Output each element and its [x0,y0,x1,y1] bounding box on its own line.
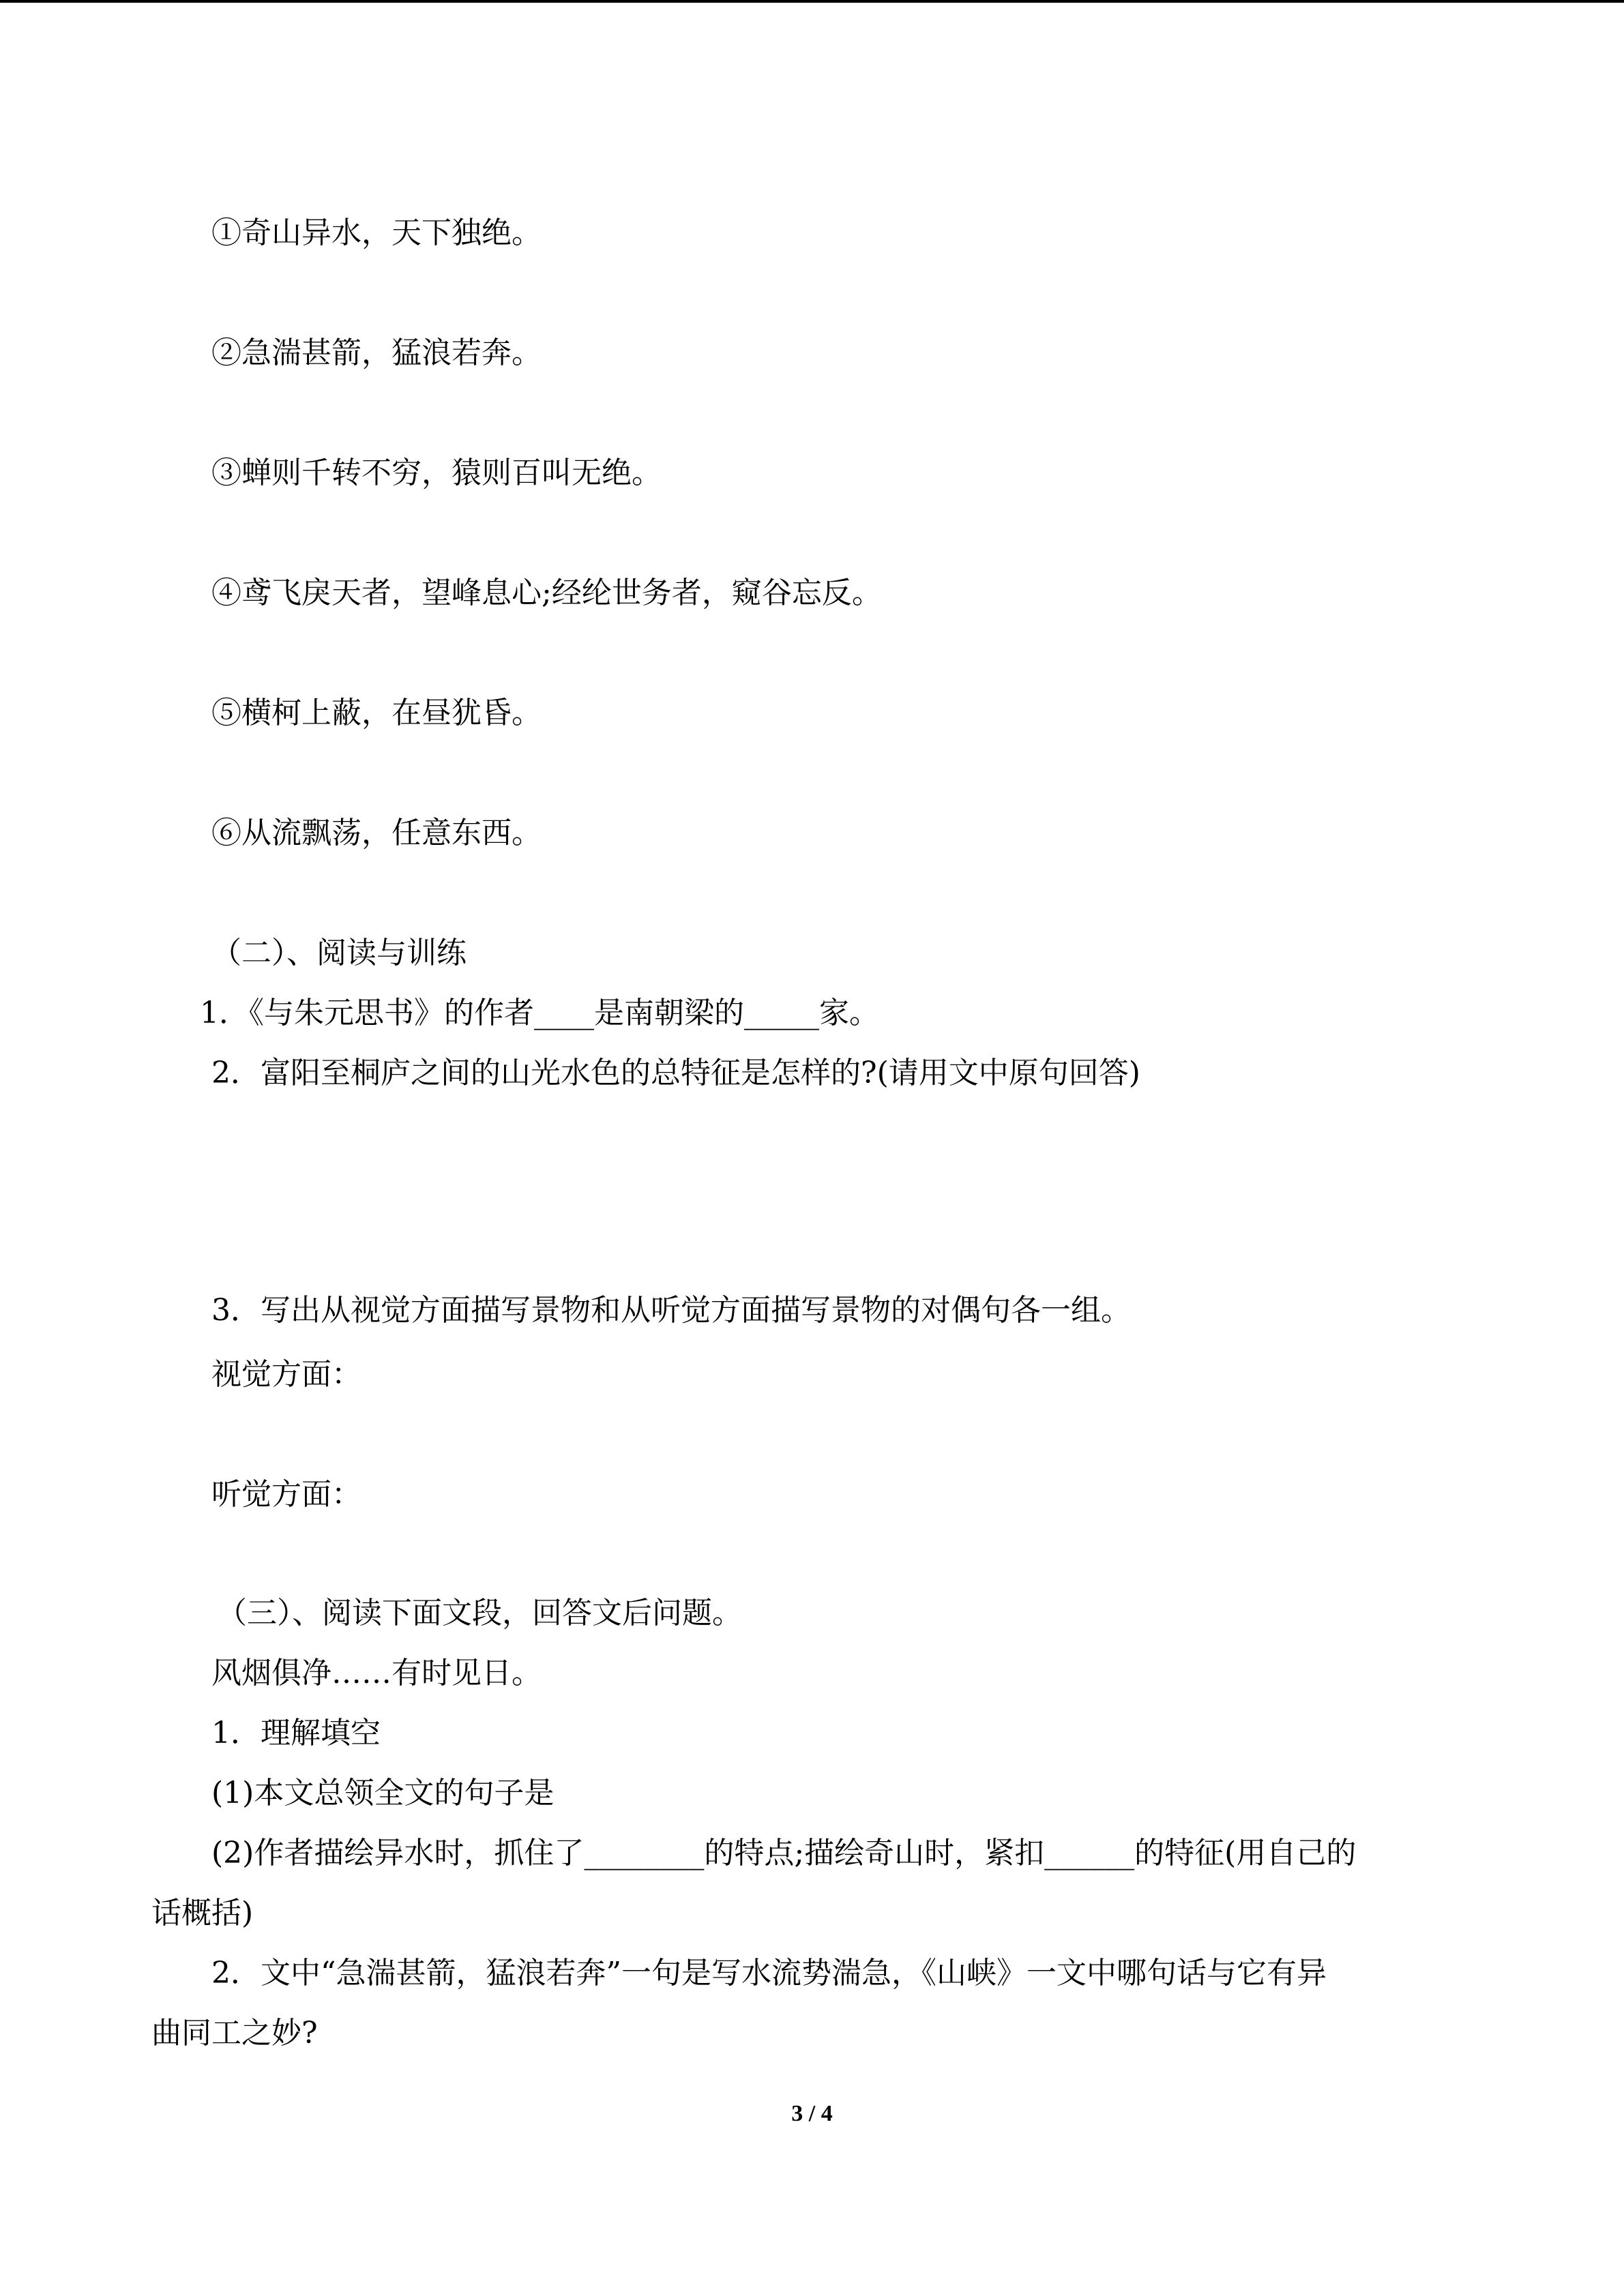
sentence-4: ④鸢飞戾天者，望峰息心;经纶世务者，窥谷忘反。 [211,576,882,610]
sentence-5: ⑤横柯上蔽，在昼犹昏。 [211,696,542,730]
section-3-question-2-line-2: 曲同工之妙? [151,2016,318,2051]
question-1-part-1: (1)本文总领全文的句子是 [211,1776,555,1810]
section-3-title: （三）、阅读下面文段，回答文后问题。 [217,1596,742,1630]
sentence-6: ⑥从流飘荡，任意东西。 [211,816,542,850]
excerpt-range: 风烟俱净……有时见日。 [211,1656,542,1690]
section-2-question-1: 1．《与朱元思书》的作者____是南朝梁的_____家。 [200,996,879,1030]
section-2-question-3: 3．写出从视觉方面描写景物和从听觉方面描写景物的对偶句各一组。 [211,1293,1131,1328]
question-1-part-2-line-1: (2)作者描绘异水时，抓住了________的特点;描绘奇山时，紧扣______的特征(用自己的 [211,1836,1357,1870]
section-3-question-1: 1．理解填空 [211,1716,381,1750]
section-2-title: （二）、阅读与训练 [211,936,467,970]
page-top-border [0,0,1624,3]
page-number: 3 / 4 [791,2101,833,2126]
section-3-question-2-line-1: 2．文中“急湍甚箭，猛浪若奔”一句是写水流势湍急，《山峡》一文中哪句话与它有异 [211,1956,1327,1991]
section-2-question-2: 2．富阳至桐庐之间的山光水色的总特征是怎样的?(请用文中原句回答) [211,1056,1140,1090]
visual-aspect-label: 视觉方面： [211,1357,361,1392]
sentence-1: ①奇山异水，天下独绝。 [211,215,542,250]
auditory-aspect-label: 听觉方面： [211,1477,361,1512]
sentence-3: ③蝉则千转不穷，猿则百叫无绝。 [211,456,662,490]
sentence-2: ②急湍甚箭，猛浪若奔。 [211,336,542,370]
question-1-part-2-line-2: 话概括) [151,1896,254,1930]
